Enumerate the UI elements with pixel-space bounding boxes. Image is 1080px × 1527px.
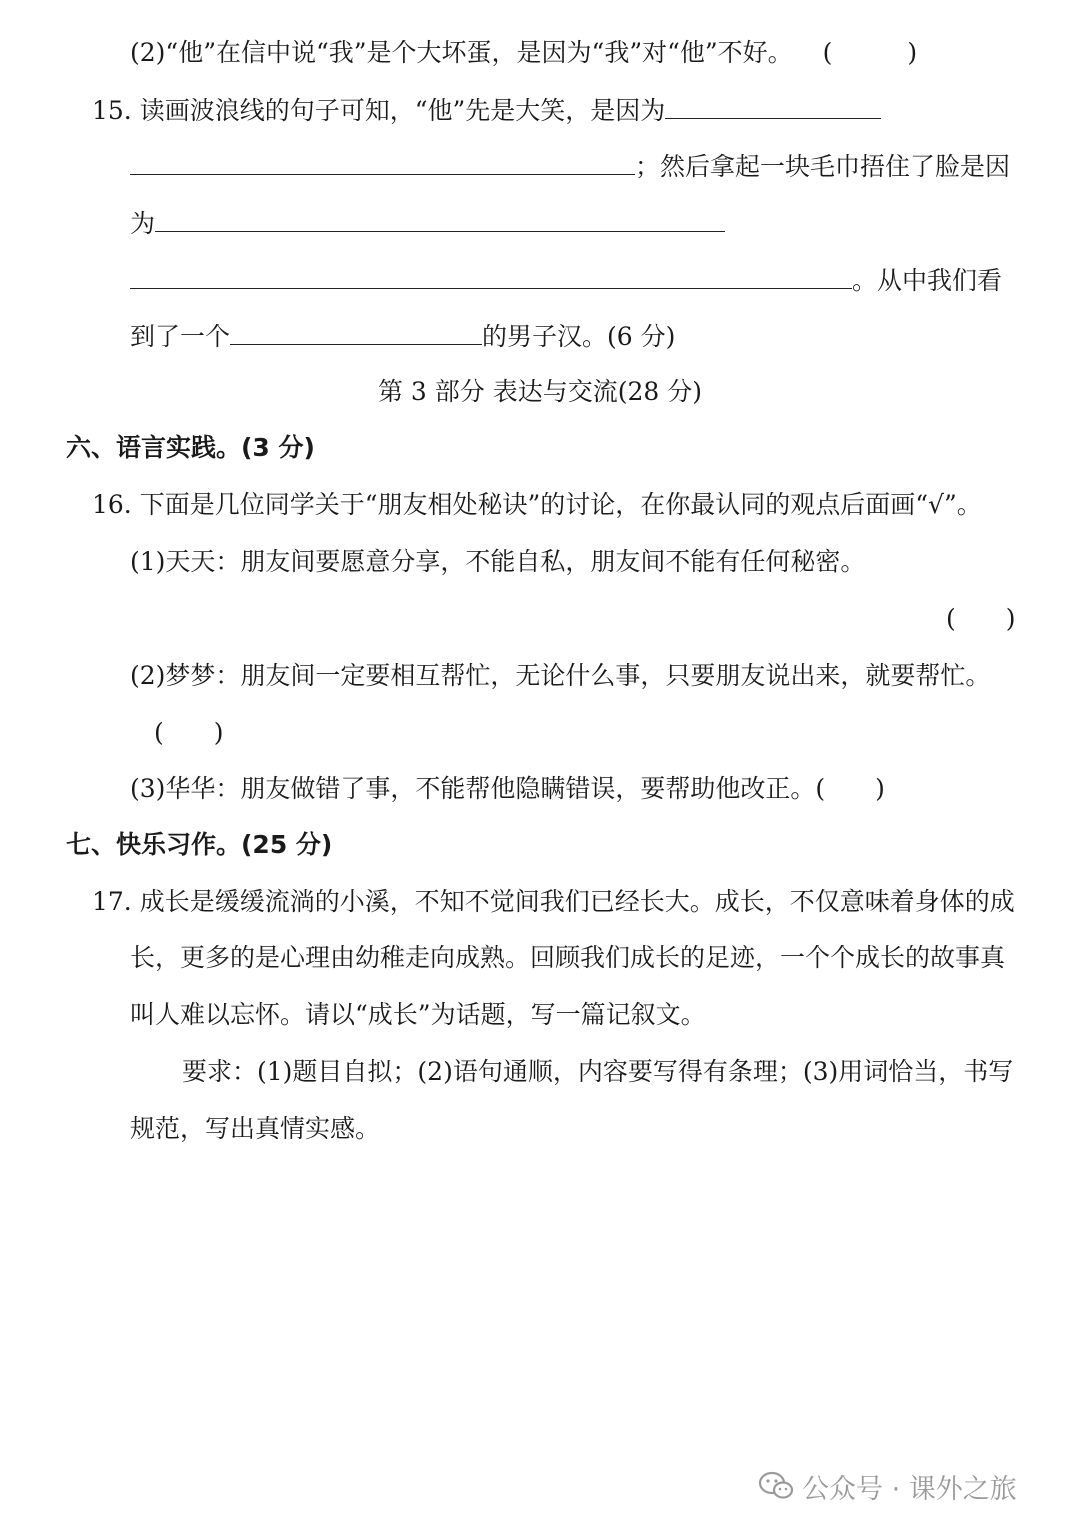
watermark-text: 公众号 · 课外之旅 [802, 1473, 1017, 1505]
q16-item2: (2)梦梦：朋友间一定要相互帮忙，无论什么事，只要朋友说出来，就要帮忙。 [130, 661, 991, 690]
q17-line1: 17. 成长是缓缓流淌的小溪，不知不觉间我们已经长大。成长，不仅意味着身体的成 [92, 887, 1015, 916]
q15-line2-text: ；然后拿起一块毛巾捂住了脸是因 [635, 152, 1011, 181]
q17-requirements-line1: 要求：(1)题目自拟；(2)语句通顺，内容要写得有条理；(3)用词恰当，书写 [182, 1057, 1014, 1086]
q16-item1-answer-paren[interactable]: ( ) [946, 604, 1016, 633]
q14-item2-answer-paren: ( ) [822, 38, 918, 67]
q15-prompt: 15. 读画波浪线的句子可知，“他”先是大笑，是因为 [92, 96, 666, 125]
q14-item2 [130, 36, 917, 70]
q17-requirements-line2: 规范，写出真情实感。 [130, 1114, 381, 1143]
q15-line4 [130, 262, 1002, 298]
q15-line3-text: 为 [130, 209, 156, 238]
section6-title: 六、语言实践。(3 分) [66, 433, 315, 462]
q15-line3 [130, 205, 725, 241]
q16-item3: (3)华华：朋友做错了事，不能帮他隐瞒错误，要帮助他改正。( ) [130, 774, 885, 803]
q15-blank-1[interactable] [665, 92, 881, 119]
q15-line2 [130, 148, 1010, 184]
q15-line5-suffix: 的男子汉。(6 分) [482, 322, 676, 351]
q15-blank-2[interactable] [130, 148, 635, 175]
q15-blank-3[interactable] [155, 205, 725, 232]
q17-line2: 长，更多的是心理由幼稚走向成熟。回顾我们成长的足迹，一个个成长的故事真 [130, 943, 1006, 972]
q15-line5-prefix: 到了一个 [130, 322, 231, 351]
q17-line3: 叫人难以忘怀。请以“成长”为话题，写一篇记叙文。 [130, 1000, 706, 1029]
q15-line4-text: 。从中我们看 [852, 266, 1003, 295]
wechat-icon [758, 1471, 794, 1501]
q15-line5 [130, 318, 675, 354]
q16-item1: (1)天天：朋友间要愿意分享，不能自私，朋友间不能有任何秘密。 [130, 547, 866, 576]
q15-blank-5[interactable] [230, 318, 482, 345]
q15-blank-4[interactable] [130, 262, 852, 289]
q16-prompt: 16. 下面是几位同学关于“朋友相处秘诀”的讨论，在你最认同的观点后面画“√”。 [92, 490, 982, 519]
q16-item2-answer-paren[interactable]: ( ) [154, 718, 224, 747]
section7-title: 七、快乐习作。(25 分) [66, 830, 333, 859]
q14-item2-text: (2)“他”在信中说“我”是个大坏蛋，是因为“我”对“他”不好。 [130, 38, 793, 67]
watermark [758, 1466, 1017, 1506]
q15-line1 [92, 92, 881, 128]
part3-title: 第 3 部分 表达与交流(28 分) [377, 377, 702, 406]
